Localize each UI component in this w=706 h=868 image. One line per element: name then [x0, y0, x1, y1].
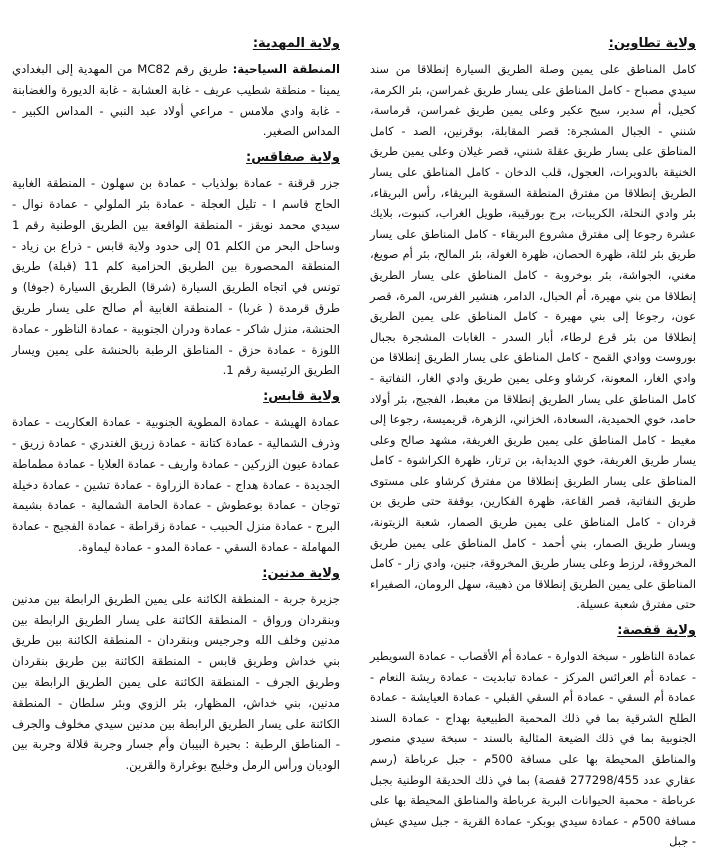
section-heading: ولاية تطاوين: [608, 36, 696, 51]
section-text: كامل المناطق على يمين وصلة الطريق السيارة إنطلاقا من سند سيدي مصباح - كامل المناطق على يسار طريق غمراسن، بئر الكرمة، كحيل، أم سدير، سيح عكير وعلى يمين طريق غمراسن، قرماسة، شنني - الجبال المشجرة: قصر المقابلة، بوقرنين، الصد - كامل المناطق على يسار طريق عقلة شنني، قصر غيلان وعلى يمين طريق الخنيقة بالدويرات، العجول، قلب الدخان - كامل المناطق على يسار الطريق إنطلاقا من مفترق المنطقة السقوية البريقاء، رأس البريقاء، بئر وادي النحلة، الكريبات، برج بورقيبة، طويل الغراب، كنبوت، بلايك عشرة رجوعا إلى مفترق مشروع البريقاء - كامل المناطق على يسار طريق بئر لئلة، ظهرة الحصان، ظهرة الغولة، بئر المالح، بئر أم صويغ، مغني، الجواشة، بئر بوخروبة - كامل المناطق على يسار الطريق إنطلاقا من بني مهيرة، أم الحبال، الدامر، هنشير الفرس، المرة، قصر عون، رجوعا إلى بني مهيرة - كامل المناطق على يمين الطريق إنطلاقا من بئر قرع لرطاء، أبار السدر - الغابات المشجرة بجبال بوروست ووادي القمح - كامل المناطق على يسار الطريق إنطلاقا من وادي الغار، المعونة، كرشاو وعلى يمين طريق وادي الغار، النفاتية - كامل المناطق على يسار الطريق إنطلاقا من مغبط، الفجيج، بئر أولاد حامد، خوي الحميدية، السعادة، الخزاني، الزهرة، قريميسة، رجوعا إلى مغيط - كامل المناطق على يمين طريق الغريفة، مشهد صالح وعلى يسار طريق الغريفة، خوي الديدابة، بن ترتار، ظهرة الكراشوة - كامل المناطق على يسار الطريق إنطلاقا من مفترق كرشاو على مستوى طريق النفاتية، قصر القاعة، ظهرة الفكارين، بوقفة حتى طريق بن قردان - كامل المناطق على يمين طريق الصمار، شعبة الزيتونة، ويسار طريق الصمار، بني أحمد - كامل المناطق على يمين طريق المخروقة، لرزط وعلى يسار طريق المخروقة، جنين، وادي زار - كامل المناطق على يمين الطريق إنطلاقا من ذهيبة، سهل الرومان، الصفيراء حتى مفترق شعبة عسيلة. [369, 62, 696, 612]
section-body [12, 59, 340, 142]
section-heading: ولاية مدنين: [262, 565, 340, 581]
section-mahdia [12, 34, 340, 142]
section-text: جزر قرقنة - عمادة بولذياب - عمادة بن سهلون - المنطقة الغابية الحاج قاسم I - تليل العجلة - عمادة بئر الملولي - عمادة نوال - سيدي محمد نويقز - المنطقة الواقعة بين الطريق الوطنية رقم 1 وساحل البحر من الكلم 01 إلى حدود ولاية قابس - ذراع بن زياد - المنطقة المحصورة بين الطريق الحزامية كلم 11 (قبلة) طريق تونس في اتجاه الطريق السيارة (شرقا) الطريق السيارة (جوفا) و طرق قرمدة ( غربا) - المنطقة الغابية أم صالح على يسار طريق الحنشة، منزل شاكر - عمادة ودران الجنوبية - عمادة الناظور - عمادة اللوزة - عمادة حزق - المناطق الرطبة بالحنشة على يمين ويسار الطريق الرئيسية رقم 1. [12, 176, 341, 378]
section-text: جزيرة جربة - المنطقة الكائنة على يمين الطريق الرابطة بين مدنين وبنقردان ورواق - المنطقة الكائنة على يسار الطريق الرابطة بين مدنين وخلف الله وجرجيس وبنقردان - المنطقة الكائنة بين طريق بني خداش وطريق قابس - المنطقة الكائنة بين طريق بنقردان وطريق الجرف - المنطقة الكائنة على يمين الطريق الرابطة بين مدنين، بني خداش، المظهار، بئر الزوي وبئر سلطان - المنطقة الكائنة على يسار الطريق الرابطة بين مدنين سيدي مخلوف والجرف - المناطق الرطبة : بحيرة البيبان وأم جسار وجربة قلالة وجربة بين الوديان ورأس الرمل وخليج بوغرارة والقرين. [12, 591, 340, 773]
section-sfax [12, 148, 340, 381]
section-gafsa [370, 621, 696, 852]
section-body [370, 646, 696, 852]
section-text: طريق رقم MC82 من المهدية إلى البغدادي يمينا - منطقة شطيب عريف - غابة العشابة - غابة الديورة والغضابنة - غابة وادي ملامس - مراعي أولاد عبد النبي - المداس الكبير - المداس الصغير. [12, 62, 340, 139]
section-medenine [12, 564, 340, 776]
section-gabes [12, 387, 340, 558]
section-heading: ولاية المهدية: [252, 36, 340, 51]
section-text: عمادة الهيشة - عمادة المطوية الجنوبية - عمادة العكاريت - عمادة وذرف الشمالية - عمادة كتانة - عمادة زريق الغندري - عمادة زريق - عمادة عيون الزركين - عمادة واريف - عمادة العلايا - عمادة مطماطة الجديدة - عمادة هداج - عمادة الزراوة - عمادة تشين - عمادة دخيلة توجان - عمادة بوعطوش - عمادة الحامة الشمالية - عمادة بشيمة البرج - عمادة منزل الحبيب - عمادة زقراطة - عمادة الفجيج - عمادة المهاملة - عمادة السقي - عمادة المدو - عمادة ليماوة. [12, 415, 340, 554]
section-body [370, 59, 696, 615]
section-body [12, 412, 340, 558]
section-tataouine [370, 34, 696, 615]
section-lead: المنطقة السياحية: [232, 62, 341, 76]
section-body [12, 173, 340, 381]
left-column [362, 0, 706, 868]
section-heading: ولاية قابس: [263, 389, 340, 405]
section-heading: ولاية قفصة: [617, 623, 696, 639]
section-heading: ولاية صفاقس: [246, 150, 340, 166]
section-text: عمادة الناظور - سبخة الدوارة - عمادة أم الأقصاب - عمادة السويطير - عمادة أم العرائس المركز - عمادة تبابديت - عمادة ريشة النعام - عمادة أم السقي - عمادة أم السقي القبلي - عمادة العيايشة - عمادة الطلح الشرقية بما في ذلك المحمية الطبيعية بهداج - عمادة السند الجنوبية بما في ذلك الضيعة المثالية بالسند - سبخة سيدي منصور والمناطق المحيطة بها على مسافة 500م - جبل عرباطة (رسم عقاري عدد 277298/455 قفصة) بما في ذلك الحديقة الوطنية بجبل عرباطة - محمية الحيوانات البرية عرباطة والمناطق المحيطة بها على مسافة 500م - عمادة سيدي بوبكر- عمادة القرية - جبل سيدي عيش - جبل [370, 649, 697, 849]
section-body [12, 589, 340, 776]
